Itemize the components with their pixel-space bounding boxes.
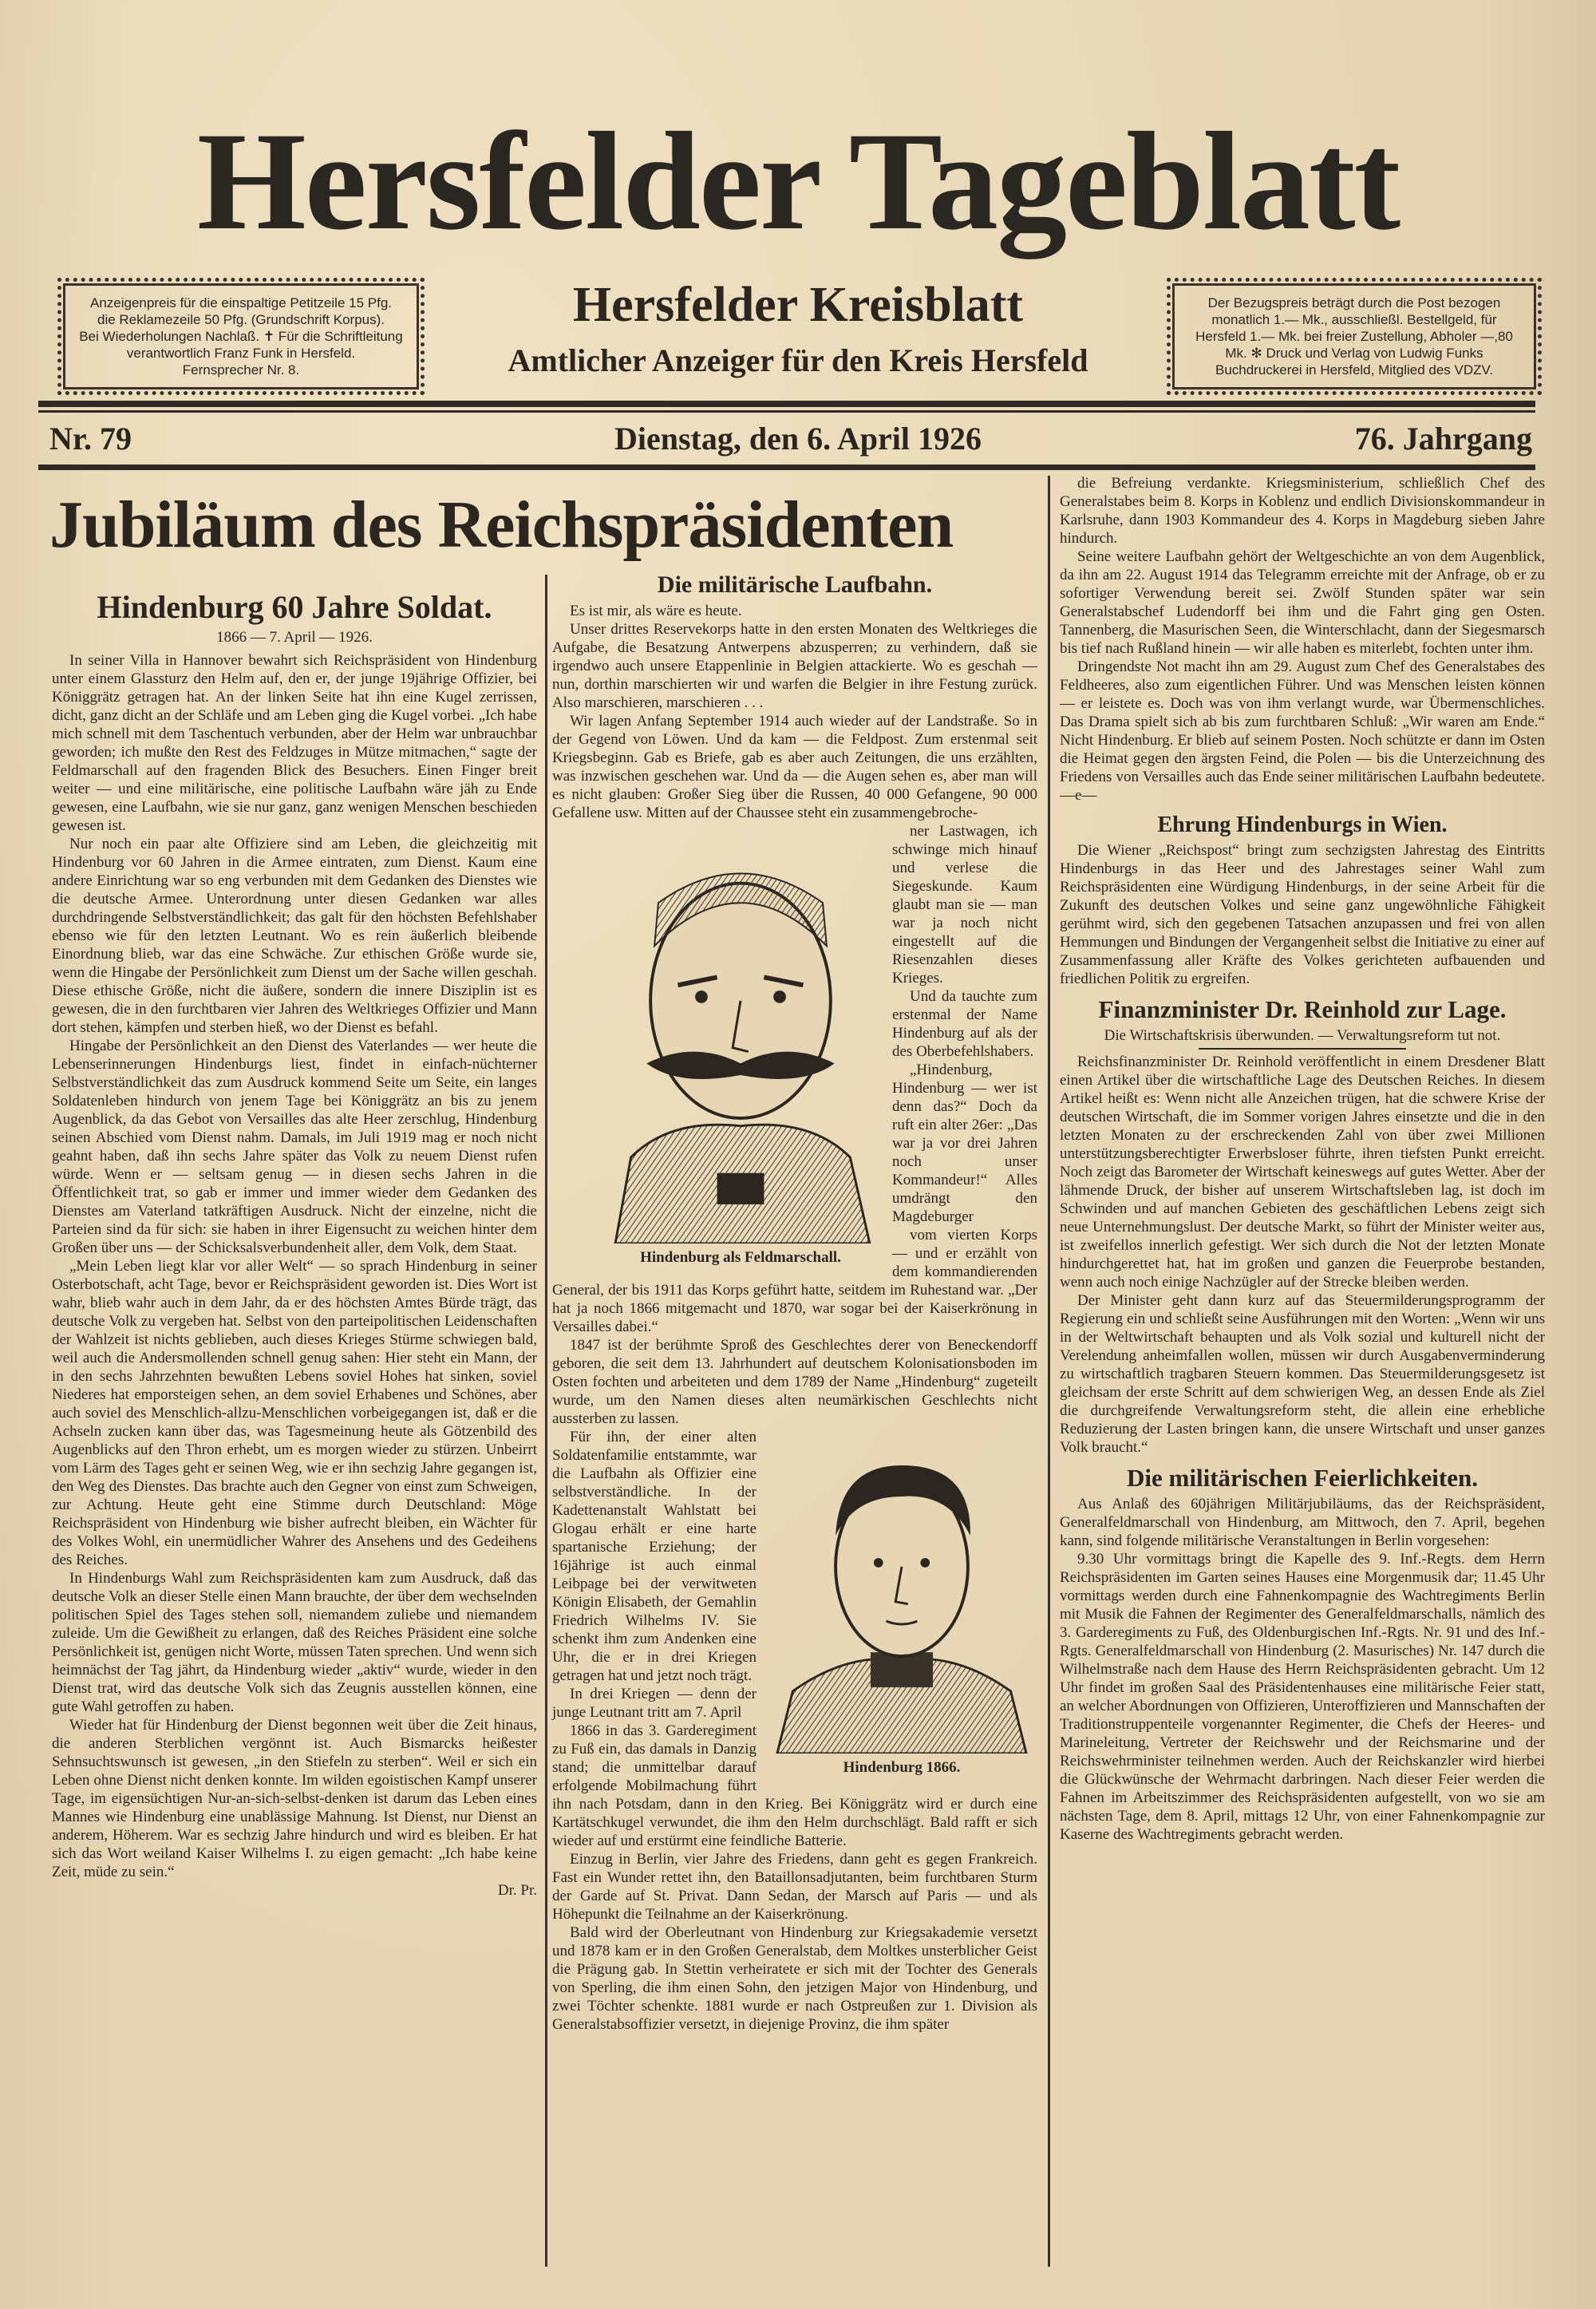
volume-number: 76. Jahrgang	[1354, 421, 1532, 457]
newspaper-title: Hersfelder Tageblatt	[196, 104, 1400, 259]
paragraph: In seiner Villa in Hannover bewahrt sich Reichspräsident von Hindenburg unter einem Glassturz den Helm auf, den er, der junge 19jährige Offizier, bei Königgrätz getragen hat. An der linken Seite hat ihn eine Kugel zerrissen, dicht, ganz dicht an der Schläfe und am Leben ging die Kugel vorbei. „Ich habe mich schnell mit dem Taschentuch verbunden, aber der Helm war unbrauchbar geworden; ich mußte den Rest des Feldzuges in Mütze mitmachen,“ sagte der Feldmarschall auf den fragenden Blick des Besuchers. Einen Finger breit weiter — und eine militärische, eine politische Laufbahn wäre jäh zu Ende gewesen, eine Laufbahn, wie sie nur ganz, ganz wenigen Menschen beschieden gewesen ist.	[52, 652, 537, 834]
masthead-rule	[38, 401, 1535, 407]
paragraph: Die Wiener „Reichspost“ bringt zum sechzigsten Jahrestag des Eintritts Hindenburgs in das Heer und des Jahrestages seiner Wahl zum Reichspräsidenten eine Würdigung Hindenburgs, in der seine Arbeit für die Zukunft des deutschen Volkes und seine ganz ungewöhnliche Fähigkeit gerühmt wird, sich den gegebenen Tatsachen anzupassen und frei von allen Hemmungen und Bindungen der Vergangenheit selbst die Initiative zu einer auf Zusammenfassung aller Kräfte des Volkes gerichteten aufbauenden und friedlichen Politik zu ergreifen.	[1060, 842, 1545, 987]
paragraph: Der Minister geht dann kurz auf das Steuermilderungsprogramm der Regierung ein und schließt seine Ausführungen mit den Worten: „Wenn wir uns in der Weltwirtschaft behaupten und als Volk sozial und kulturell nicht der Verelendung anheimfallen wollen, müssen wir durch Ausgabenverminderung zu wirtschaftlich tragbaren Steuern kommen. Das Steuermilderungsgesetz ist gleichsam der erste Schritt auf dem schwierigen Weg, an dessen Ende als Ziel die durchgreifende Verwaltungsreform steht, die allein eine erhebliche Reduzierung der Lasten bringen kann, die unsere Wirtschaft und unser ganzes Volk braucht.“	[1060, 1292, 1545, 1456]
paragraph: Unser drittes Reservekorps hatte in den ersten Monaten des Weltkrieges die Aufgabe, die Besatzung Antwerpens abzusperren; zu verhindern, daß sie irgendwo auch unsere Etappenlinie in Belgien attackierte. Wo es geschah — nun, dorthin marschierten wir und warfen die Belgier in ihre Festung zurück. Also marschieren, marschieren . . .	[552, 621, 1037, 711]
paragraph: Einzug in Berlin, vier Jahre des Friedens, dann geht es gegen Frankreich. Fast ein Wunder rettet ihn, den Bataillonsadjutanten, beim furchtbaren Sturm der Garde auf St. Privat. Dann Sedan, der Marsch auf Paris — und als Höhepunkt die Teilnahme an der Kaiserkrönung.	[552, 1851, 1037, 1923]
paragraph: „Hindenburg, Hindenburg — wer ist denn das?“ Doch da ruft ein alter 26er: „Das war ja vor drei Jahren noch unser Kommandeur!“ Alles umdrängt den Magdeburger	[892, 1062, 1037, 1225]
box-line: Der Bezugspreis beträgt durch die Post bezogen monatlich 1.— Mk., ausschließl. Bestellgeld, für Hersfeld 1.— Mk. bei freier Zustellung, Abholer —,80 Mk. ✻ Druck und Verlag von Ludwig Funks Buchdruckerei in Hersfeld, Mitglied des VDZV.	[1195, 295, 1513, 378]
column-1	[52, 587, 537, 1900]
advertising-price-box	[57, 278, 425, 395]
figure-1866	[766, 1434, 1037, 1777]
column-2	[552, 568, 1037, 2034]
article-heading: Die militärischen Feierlichkeiten.	[1127, 1464, 1478, 1492]
paragraph: Hingabe der Persönlichkeit an den Dienst des Vaterlandes — wer heute die Lebenserinnerungen Hindenburgs liest, findet in einfach-nüchterner Selbstverständlichkeit das zum Ausdruck kommend Seite um Seite, ein langes Soldatenleben hindurch von jenem Tage bei Königgrätz an bis zu jenem Augenblick, da das Gebot von Versailles das alte Heer zerschlug, Hindenburg seinen Abschied vom Dienst nahm. Damals, im Juli 1919 mag er noch nicht geahnt haben, daß ihn sechs Jahre später das Volk zu neuem Dienst rufen würde. Wenn er — seltsam genug — in diesen sechs Jahren in die Öffentlichkeit trat, so gab er immer und immer wieder dem Gedanken des Dienstes am Vaterland tatkräftigen Ausdruck. Nicht der einzelne, nicht die Parteien sind da für sich: sie haben in ihrer Eigensucht zu weichen hinter dem Großen über uns — der Schicksalsverbundenheit aller, dem Volk, dem Staat.	[52, 1038, 537, 1256]
paragraph: ner Lastwagen, ich schwinge mich hinauf und verlese die Siegeskunde. Kaum glaubt man sie — man war ja noch nicht eingestellt auf die Riesenzahlen dieses Krieges.	[892, 823, 1037, 986]
article-body	[552, 602, 1037, 822]
box-line: Anzeigenpreis für die einspaltige Petitzeile 15 Pfg.	[89, 295, 392, 310]
paragraph: Seine weitere Laufbahn gehört der Weltgeschichte an von dem Augenblick, da ihn am 22. August 1914 das Telegramm erreichte mit der Anfrage, ob er zu sofortiger Verwendung bereit sei. Zwölf Stunden später war sein Generalstabschef Ludendorff bei ihm und die Fahrt ging gen Osten. Tannenberg, die Masurischen Seen, die Winterschlacht, dann der Siegesmarsch bis tief nach Rußland hinein — wir alle haben es miterlebt, fochten unter ihm.	[1060, 548, 1545, 657]
paragraph: vom vierten Korps — und er erzählt von dem kommandierenden General, der bis 1911 das Korps geführt hatte, seitdem im Ruhestand war. „Der hat ja noch 1866 mitgemacht und 1870, war sogar bei der Kaiserkrönung in Versailles dabei.“	[552, 1227, 1037, 1335]
article-heading: Ehrung Hindenburgs in Wien.	[1157, 812, 1448, 837]
portrait-hindenburg-feldmarschall	[597, 828, 884, 1243]
masthead-rule-thin	[38, 410, 1535, 413]
article-body	[1060, 1495, 1545, 1844]
paragraph: Für ihn, der einer alten Soldatenfamilie entstammte, war die Laufbahn als Offizier eine selbstverständliche. In der Kadettenanstalt Wahlstatt bei Glogau erhält er eine harte spartanische Erziehung; der 16jährige ist auch einmal Leibpage bei der verwitweten Königin Elisabeth, der Gemahlin Friedrich Wilhelms IV. Sie schenkt ihm zum Andenken eine Uhr, die er in drei Kriegen getragen hat und jetzt noch trägt.	[552, 1429, 757, 1684]
box-line: die Reklamezeile 50 Pfg. (Grundschrift Korpus).	[97, 312, 385, 327]
portrait-hindenburg-1866	[766, 1434, 1037, 1753]
main-headline: Jubiläum des Reichspräsidenten	[49, 488, 954, 562]
paragraph: 9.30 Uhr vormittags bringt die Kapelle des 9. Inf.-Regts. dem Herrn Reichspräsidenten im Garten seines Hauses eine Morgenmusik dar; 11.45 Uhr vormittags werden durch eine Fahnenkompagnie des Wachtregiments Berlin mit Musik die Fahnen der Regimenter des Generalfeldmarschalls, nämlich des 3. Garderegiments zu Fuß, des Oldenburgischen Inf.-Rgts. Nr. 91 und des Inf.-Rgts. Generalfeldmarschall von Hindenburg (2. Masurisches) Nr. 147 durch die Wilhelmstraße nach dem Hause des Herrn Reichspräsidenten gebracht. Um 12 Uhr findet im großen Saal des Präsidentenhauses eine militärische Feier statt, an welcher Abordnungen von Offizieren, Unteroffizieren und Mannschaften der Traditionstruppenteile vorgenannter Regimenter, die Chefs der Heeres- und Marineleitung, Vertreter der Reichswehr und der Reichsmarine und der Reichswehrminister teilnehmen werden. Auch der Reichskanzler wird hierbei die Glückwünsche der Wehrmacht darbringen. Nach dieser Feier werden die Fahnen im Arbeitszimmer des Reichspräsidenten aufgestellt, von wo sie am nächsten Tage, dem 8. April, mittags 12 Uhr, von einer Fahnenkompagnie zur Kaserne des Wachtregiments gebracht werden.	[1060, 1551, 1545, 1843]
article-heading: Finanzminister Dr. Reinhold zur Lage.	[1098, 995, 1507, 1023]
paragraph: Reichsfinanzminister Dr. Reinhold veröffentlicht in einem Dresdener Blatt einen Artikel über die wirtschaftliche Lage des Deutschen Reiches. In diesem Artikel heißt es: Wenn nicht alle Anzeichen trügen, hat die schwere Krise der deutschen Wirtschaft, die im Sommer vorigen Jahres einsetzte und die in den letzten Monaten zu der erschreckenden Zahl von über zwei Millionen unterstützungsberechtigter Erwerbsloser führte, ihren tiefsten Punkt erreicht. Noch zeigt das Barometer der Wirtschaft keineswegs auf gutes Wetter. Aber der lähmende Druck, der bisher auf unserem Wirtschaftsleben lag, ist doch im Schwinden und auf manchen Gebieten des geschäftlichen Lebens zeigt sich neue Unternehmungslust. Der deutsche Markt, so führt der Minister weiter aus, ist zweifellos innerlich gefestigt. Wer sich durch die Not der letzten Monate hindurchgerettet hat, hat im großen und ganzen die Feuerprobe bestanden, wenn auch noch einige Nachzügler auf der Strecke bleiben werden.	[1060, 1054, 1545, 1291]
section-rule	[1199, 1048, 1406, 1050]
newspaper-subtitle: Hersfelder Kreisblatt	[572, 278, 1024, 332]
article-heading: Die militärische Laufbahn.	[657, 571, 933, 598]
paragraph: Wir lagen Anfang September 1914 auch wieder auf der Landstraße. So in der Gegend von Löwen. Und da kam — die Feldpost. Zum erstenmal seit Kriegsbeginn. Gab es Briefe, gab es aber auch Zeitungen, die uns erzählten, was inzwischen geschehen war. Und da — die Augen sehen es, aber man will es nicht glauben: Großer Sieg über die Russen, 40 000 Gefangene, 90 000 Gefallene usw. Mitten auf der Chaussee steht ein zusammengebroche-	[552, 713, 1037, 821]
article-signature: Dr. Pr.	[497, 1882, 537, 1899]
paragraph: Wieder hat für Hindenburg der Dienst begonnen weit über die Zeit hinaus, die anderen Sterblichen vergönnt ist. Auch Bismarcks heißester Sehnsuchtswunsch ist gewesen, „in den Stiefeln zu sterben“. Weil er sich ein Leben ohne Dienst nicht denken konnte. Im wilden egoistischen Kampf unserer Tage, im eigensüchtigen Nur-an-sich-selbst-denken ist darum das Leben eines Mannes wie Hindenburg eine unablässige Mahnung. Ist Dienst, nur Dienst an anderem, Höherem. War es sechzig Jahre hindurch und wird es bleiben. Er hat sich das Wort weiland Kaiser Wilhelms I. zu eigen gemacht: „Ich habe keine Zeit, müde zu sein.“	[52, 1717, 537, 1880]
portrait-caption: Hindenburg als Feldmarschall.	[640, 1249, 841, 1266]
paragraph: die Befreiung verdankte. Kriegsministerium, schließlich Chef des Generalstabes beim 8. Korps in Koblenz und endlich Divisionskommandeur in Karlsruhe, dann 1903 Kommandeur des 4. Korps in Magdeburg sieben Jahre hindurch.	[1060, 475, 1545, 547]
paragraph: Nur noch ein paar alte Offiziere sind am Leben, die gleichzeitig mit Hindenburg vor 60 Jahren in die Armee eintraten, zum Dienst. Kaum eine andere Einrichtung war so eng verbunden mit dem Gedanken des Dienstes wie die deutsche Armee. Unterordnung unter diesen Gedanken war alles durchdringende Selbstverständlichkeit; das galt für den höchsten Befehlshaber ebenso wie für den letzten Leutnant. Wo es rein äußerlich bleibende Einordnung blieb, war das eine Schwäche. Zur ethischen Größe wurde sie, wenn die Hingabe der Persönlichkeit zum Dienst um der Sache willen geschah. Diese ethische Größe, nicht die äußere, sondern die innere Disziplin ist es gewesen, die in den furchtbaren vier Jahren des Weltkrieges Offizier und Mann dort stehen, kämpfen und sterben hieß, wo der Dienst es befahl.	[52, 836, 537, 1036]
column-separator	[1048, 476, 1050, 2267]
issue-date: Dienstag, den 6. April 1926	[614, 421, 982, 457]
article-body	[52, 651, 537, 1881]
box-line: Bei Wiederholungen Nachlaß. ✝ Für die Schriftleitung verantwortlich Franz Funk in Hersfeld.	[79, 329, 403, 361]
article-body	[1060, 1053, 1545, 1457]
portrait-caption: Hindenburg 1866.	[843, 1759, 961, 1776]
article-dateline: 1866 — 7. April — 1926.	[216, 629, 373, 646]
paragraph: In drei Kriegen — denn der junge Leutnant tritt am 7. April	[552, 1686, 757, 1721]
article-body	[1060, 474, 1545, 805]
paragraph: 1866 in das 3. Garderegiment zu Fuß ein, das damals in Danzig stand; die unmittelbar darauf erfolgende Mobilmachung führt ihn nach Potsdam, dann in den Krieg. Bei Königgrätz wird er durch eine Kartätschkugel verwundet, die ihm den Helm durchschlägt. Bald rafft er sich wieder auf und erstürmt eine feindliche Batterie.	[552, 1722, 1037, 1849]
figure-feldmarschall	[597, 828, 884, 1267]
paragraph: In Hindenburgs Wahl zum Reichspräsidenten kam zum Ausdruck, daß das deutsche Volk an dieser Stelle einen Mann brauchte, der über dem wechselnden politischen Spiel des Tages stehen soll, niemandem zuliebe und niemandem zuleide. Um die Gewißheit zu erlangen, daß des Reiches Präsident eine solche Persönlichkeit ist, genügen nicht Worte, müssen Taten sprechen. Und wenn sich heimnächst der Tag jährt, da Hindenburg wieder „aktiv“ wurde, wieder in den Dienst trat, wird das deutsche Volk sich das Zeugnis ausstellen können, eine gute Wahl getroffen zu haben.	[52, 1570, 537, 1715]
column-separator	[545, 575, 547, 2267]
paragraph: „Mein Leben liegt klar vor aller Welt“ — so sprach Hindenburg in seiner Osterbotschaft, acht Tage, bevor er Reichspräsident geworden ist. Dies Wort ist wahr, blieb wahr auch in dem Jahr, da er des höchsten Amtes Bürde trägt, das deutsche Volk zu vergeben hat. Selbst von den parteipolitischen Leidenschaften der Wahlzeit ist nichts geblieben, auch dieses Krieges Stürme schwiegen bald, weil auch die Andersmollenden schnell genug sahen: Hier steht ein Mann, der in den sechs Jahrzehnten bewußten Lebens soviel Hohes hat sinken, soviel Niederes hat emporsteigen sehen, an dem soviel Erhabenes und Schönes, aber auch soviel des Menschlich-allzu-Menschlichen vorbeigegangen ist, daß er die Achseln zucken kann über das, was Tagesmeinung heute als Götzenbild des Augenblicks auf den Thron erhebt, um es morgen wieder zu stürzen. Unbeirrt vom Lärm des Tages geht er seinen Weg, wie er ihn sechzig Jahre gegangen ist, den Weg des Dienstes. Das brachte auch den Gegner von einst zum Schweigen, zur Achtung. Heute geht eine Stimme durch Deutschland: Möge Reichspräsident von Hindenburg wie bisher aufrecht bleiben, ein Wächter für des Volkes Wohl, ein unermüdlicher Wahrer des Ansehens und des Gedeihens des Reiches.	[52, 1258, 537, 1568]
paragraph: Und da tauchte zum erstenmal der Name Hindenburg auf als der des Oberbefehlshabers.	[892, 988, 1037, 1060]
article-heading: Hindenburg 60 Jahre Soldat.	[97, 589, 492, 625]
article-subheading: Die Wirtschaftskrisis überwunden. — Verwaltungsreform tut not.	[1104, 1027, 1501, 1044]
article-body	[1060, 841, 1545, 988]
box-line: Fernsprecher Nr. 8.	[182, 362, 300, 378]
paragraph: Es ist mir, als wäre es heute.	[570, 603, 742, 619]
column-3	[1060, 474, 1545, 1844]
issue-number: Nr. 79	[49, 421, 132, 457]
paragraph: Dringendste Not macht ihn am 29. August zum Chef des Generalstabes des Feldheeres, also zum eigentlichen Führer. Und was Menschen leisten können — er leistete es. Doch was von ihm verlangt wurde, war Übermenschliches. Das Drama spielt sich ab bis zum furchtbaren Schluß: „Wir waren am Ende.“ Nicht Hindenburg. Er blieb auf seinem Posten. Noch schützte er dann im Osten die Heimat gegen den ärgsten Feind, die Polen — bis die Unterzeichnung des Friedens von Versailles auch das Ende seiner militärischen Laufbahn bedeutete. —e—	[1060, 658, 1545, 804]
newspaper-tagline: Amtlicher Anzeiger für den Kreis Hersfeld	[508, 342, 1088, 378]
subscription-price-box	[1167, 278, 1542, 395]
paragraph: Aus Anlaß des 60jährigen Militärjubiläums, das der Reichspräsident, Generalfeldmarschall von Hindenburg, am Mittwoch, den 7. April, begehen kann, sind folgende militärische Veranstaltungen in Berlin vorgesehen:	[1060, 1496, 1545, 1549]
paragraph: 1847 ist der berühmte Sproß des Geschlechtes derer von Beneckendorff geboren, die seit dem 13. Jahrhundert auf deutschem Kolonisationsboden im Osten fochten und arbeiteten und dem 1789 der Name „Hindenburg“ zugeteilt wurde, um den Namen dieses alten neumärkischen Geschlechts nicht aussterben zu lassen.	[552, 1337, 1037, 1427]
dateline-rule	[38, 465, 1535, 470]
paragraph: Bald wird der Oberleutnant von Hindenburg zur Kriegsakademie versetzt und 1878 kam er in den Großen Generalstab, dem Moltkes unsterblicher Geist die Prägung gab. In Stettin verheiratete er sich mit der Tochter des Generals von Sperling, die ihm einen Sohn, den jetzigen Major von Hindenburg, und zwei Töchter schenkte. 1881 wurde er nach Ostpreußen zur 1. Division als Generalstabsoffizier versetzt, in diejenige Provinz, die ihm später	[552, 1924, 1037, 2033]
